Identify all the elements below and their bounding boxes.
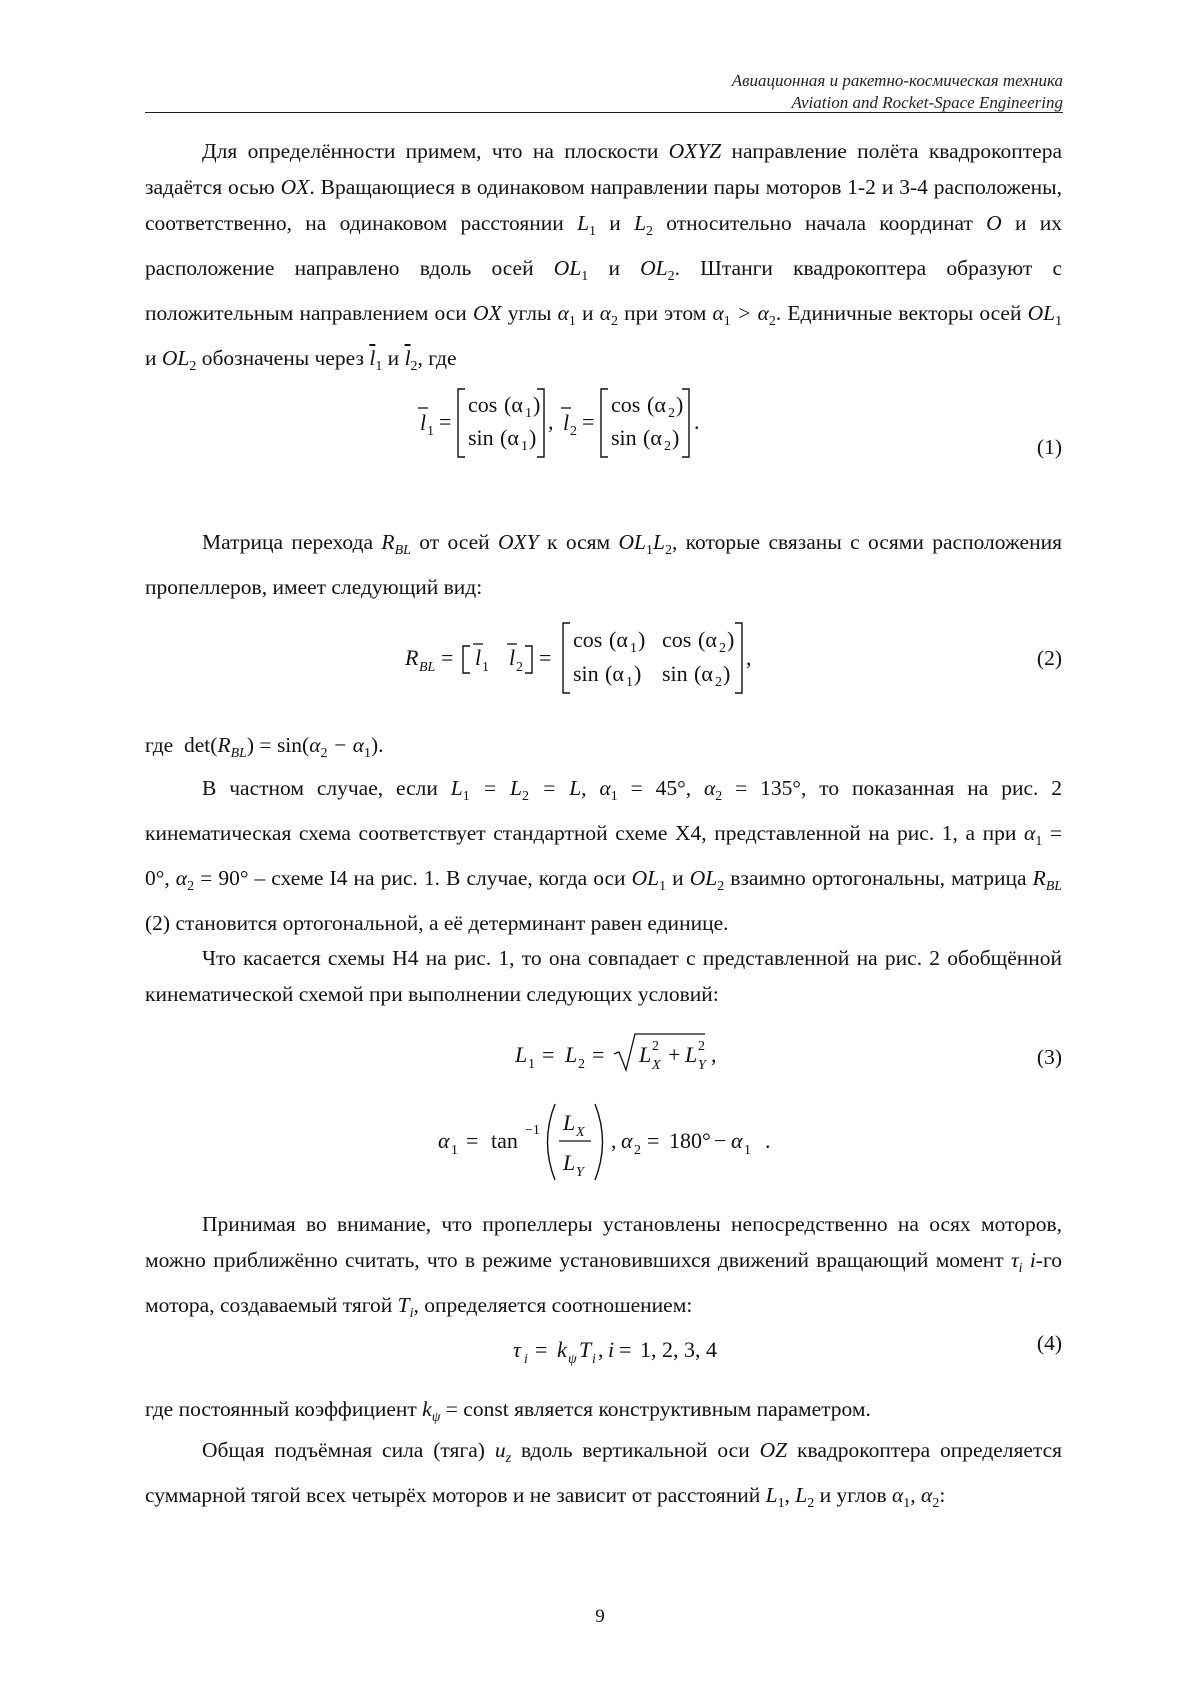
svg-text:): ) xyxy=(672,425,680,450)
svg-text:,: , xyxy=(611,1128,617,1153)
paragraph-8: Общая подъёмная сила (тяга) $u_z$ вдоль вертикальной оси OZ квадрокоптера определяется суммарной тягой всех четырёх моторов и не зависит от расстояний $L_1$, $L_2$ и углов $\alpha_1$, $\alpha_2$: xyxy=(145,1438,1063,1511)
svg-text:Y: Y xyxy=(576,1165,584,1180)
page-number: 9 xyxy=(595,1606,605,1627)
svg-text:): ) xyxy=(676,392,684,417)
svg-text:L: L xyxy=(565,1042,578,1067)
svg-text:1: 1 xyxy=(482,660,489,675)
svg-text:): ) xyxy=(723,661,731,686)
svg-text:(α: (α xyxy=(609,627,628,652)
svg-text:1: 1 xyxy=(521,439,528,454)
svg-text:(α: (α xyxy=(605,661,624,686)
svg-text:1, 2, 3, 4: 1, 2, 3, 4 xyxy=(640,1337,717,1362)
svg-text:1: 1 xyxy=(451,1143,458,1158)
svg-text:2: 2 xyxy=(570,424,577,439)
svg-text:=: = xyxy=(466,1128,479,1153)
svg-text:l: l xyxy=(509,645,516,670)
svg-text:2: 2 xyxy=(698,1039,705,1054)
svg-text:): ) xyxy=(634,661,642,686)
svg-text:BL: BL xyxy=(419,660,436,675)
svg-text:,: , xyxy=(711,1042,717,1067)
svg-text:(α: (α xyxy=(647,392,666,417)
svg-text:L: L xyxy=(639,1042,652,1067)
svg-text:l: l xyxy=(563,410,570,435)
svg-text:(α: (α xyxy=(694,661,713,686)
svg-text:,: , xyxy=(598,1337,604,1362)
paragraph-4: В частном случае, если $L_1 = L_2 = L$, $\alpha_1 = 45^\circ$, $\alpha_2 = 135^\circ$, то показанная на рис. 2 кинематическая схема соответствует стандартной схеме X4, представленной на рис. 1, а при $\alpha_1 = 0^\circ$, $\alpha_2 = 90^\circ$ – схеме I4 на рис. 1. В случае, когда оси $OL_1$ и $OL_2$ взаимно ортогональны, матрица $R_{BL}$ (2) становится ортогональной, а её детерминант равен единице. xyxy=(145,776,1063,935)
equation-1 xyxy=(145,383,1062,463)
svg-text:+: + xyxy=(668,1042,681,1067)
svg-text:1: 1 xyxy=(744,1143,751,1158)
svg-text:1: 1 xyxy=(630,641,637,656)
svg-text:=: = xyxy=(439,409,452,434)
svg-text:ψ: ψ xyxy=(568,1352,577,1367)
svg-text:cos: cos xyxy=(468,392,498,417)
svg-text:(α: (α xyxy=(698,627,717,652)
svg-text:X: X xyxy=(576,1125,585,1140)
paragraph-2: Матрица перехода $R_{BL}$ от осей OXY к осям $OL_1L_2$, которые связаны с осями расположения пропеллеров, имеет следующий вид: xyxy=(145,530,1063,599)
equation-number-1: (1) xyxy=(1036,435,1062,459)
svg-text:1: 1 xyxy=(427,424,434,439)
svg-text:Y: Y xyxy=(698,1058,706,1073)
equation-3 xyxy=(145,1030,1062,1076)
svg-text:(α: (α xyxy=(643,425,662,450)
equation-4 xyxy=(145,1330,1062,1370)
svg-text:2: 2 xyxy=(578,1057,585,1072)
equation-4-graphic xyxy=(145,1330,1062,1370)
svg-text:.: . xyxy=(694,409,700,434)
svg-text:): ) xyxy=(727,627,735,652)
paragraph-6: Принимая во внимание, что пропеллеры установлены непосредственно на осях моторов, можно приближённо считать, что в режиме установившихся движений вращающий момент $\tau_i$ i-го мотора, создаваемый тягой $T_i$, определяется соотношением: xyxy=(145,1212,1062,1321)
paragraph-5: Что касается схемы H4 на рис. 1, то она совпадает с представленной на рис. 2 обобщённой кинематической схемой при выполнении следующих условий: xyxy=(145,946,1063,1006)
svg-text:α: α xyxy=(621,1128,633,1153)
svg-text:,: , xyxy=(746,645,752,670)
equation-number-2: (2) xyxy=(1036,646,1062,670)
svg-text:l: l xyxy=(475,645,482,670)
svg-text:=: = xyxy=(539,645,552,670)
svg-text:=: = xyxy=(647,1128,660,1153)
svg-text:L: L xyxy=(563,1110,576,1135)
paragraph-3: где $\det(R_{BL}) = \sin(\alpha_2 - \alpha_1)$. xyxy=(145,733,384,761)
equation-3-graphic xyxy=(145,1030,1062,1076)
svg-text:2: 2 xyxy=(652,1039,659,1054)
svg-text:=: = xyxy=(542,1042,555,1067)
svg-text:k: k xyxy=(557,1337,567,1362)
svg-text:cos: cos xyxy=(573,627,603,652)
svg-text:sin: sin xyxy=(468,425,494,450)
svg-text:=: = xyxy=(441,645,454,670)
svg-text:): ) xyxy=(529,425,537,450)
svg-text:=: = xyxy=(535,1337,548,1362)
equation-1-graphic xyxy=(145,383,1062,463)
svg-text:tan: tan xyxy=(491,1128,518,1153)
svg-text:=: = xyxy=(592,1042,605,1067)
svg-text:−: − xyxy=(714,1128,727,1153)
svg-text:τ: τ xyxy=(513,1337,521,1362)
svg-text:−1: −1 xyxy=(525,1123,540,1138)
svg-text:1: 1 xyxy=(626,675,633,690)
svg-text:i: i xyxy=(608,1337,615,1362)
svg-text:l: l xyxy=(420,410,427,435)
svg-text:2: 2 xyxy=(516,660,523,675)
equation-3-angles-graphic xyxy=(145,1096,1062,1188)
equation-3-angles xyxy=(145,1096,1062,1188)
svg-text:α: α xyxy=(731,1128,743,1153)
svg-text:i: i xyxy=(524,1352,528,1367)
svg-text:): ) xyxy=(533,392,541,417)
svg-text:2: 2 xyxy=(715,675,722,690)
svg-text:i: i xyxy=(592,1352,596,1367)
svg-text:2: 2 xyxy=(634,1143,641,1158)
svg-text:1: 1 xyxy=(528,1057,535,1072)
svg-text:2: 2 xyxy=(664,439,671,454)
svg-text:T: T xyxy=(579,1337,592,1362)
paragraph-7: где постоянный коэффициент $k_\psi$ = const является конструктивным параметром. xyxy=(145,1397,871,1425)
svg-text:(α: (α xyxy=(500,425,519,450)
header-rule xyxy=(145,112,1063,113)
svg-text:L: L xyxy=(563,1150,576,1175)
paragraph-1: Для определённости примем, что на плоскости OXYZ направление полёта квадрокоптера задаётся осью OX. Вращающиеся в одинаковом направлении пары моторов 1-2 и 3-4 расположены, соответственно, на одинаковом расстоянии $L_1$ и $L_2$ относительно начала координат O и их расположение направлено вдоль осей $OL_1$ и $OL_2$. Штанги квадрокоптера образуют с положительным направлением оси OX углы $\alpha_1$ и $\alpha_2$ при этом $\alpha_1 > \alpha_2$. Единичные векторы осей $OL_1$ и $OL_2$ обозначены через $\overline{l}_1$ и $\overline{l}_2$, где xyxy=(145,139,1063,374)
svg-text:=: = xyxy=(619,1337,632,1362)
equation-2-graphic xyxy=(145,617,1062,699)
svg-text:): ) xyxy=(638,627,646,652)
svg-text:,: , xyxy=(548,409,554,434)
svg-text:180°: 180° xyxy=(669,1128,711,1153)
svg-text:=: = xyxy=(582,409,595,434)
equation-2 xyxy=(145,617,1062,699)
journal-title-en: Aviation and Rocket-Space Engineering xyxy=(791,93,1063,112)
svg-text:.: . xyxy=(765,1128,771,1153)
svg-text:sin: sin xyxy=(573,661,599,686)
svg-text:sin: sin xyxy=(611,425,637,450)
svg-text:2: 2 xyxy=(719,641,726,656)
svg-text:α: α xyxy=(438,1128,450,1153)
svg-text:(α: (α xyxy=(504,392,523,417)
svg-text:L: L xyxy=(685,1042,698,1067)
svg-text:cos: cos xyxy=(662,627,692,652)
equation-number-3: (3) xyxy=(1036,1045,1062,1069)
running-header xyxy=(732,70,1063,114)
svg-text:X: X xyxy=(652,1058,661,1073)
equation-number-4: (4) xyxy=(1036,1331,1062,1355)
svg-text:R: R xyxy=(405,645,419,670)
journal-title-ru: Авиационная и ракетно-космическая техника xyxy=(731,71,1063,90)
svg-text:2: 2 xyxy=(668,406,675,421)
svg-text:sin: sin xyxy=(662,661,688,686)
svg-text:1: 1 xyxy=(525,406,532,421)
svg-text:L: L xyxy=(515,1042,528,1067)
svg-text:cos: cos xyxy=(611,392,641,417)
